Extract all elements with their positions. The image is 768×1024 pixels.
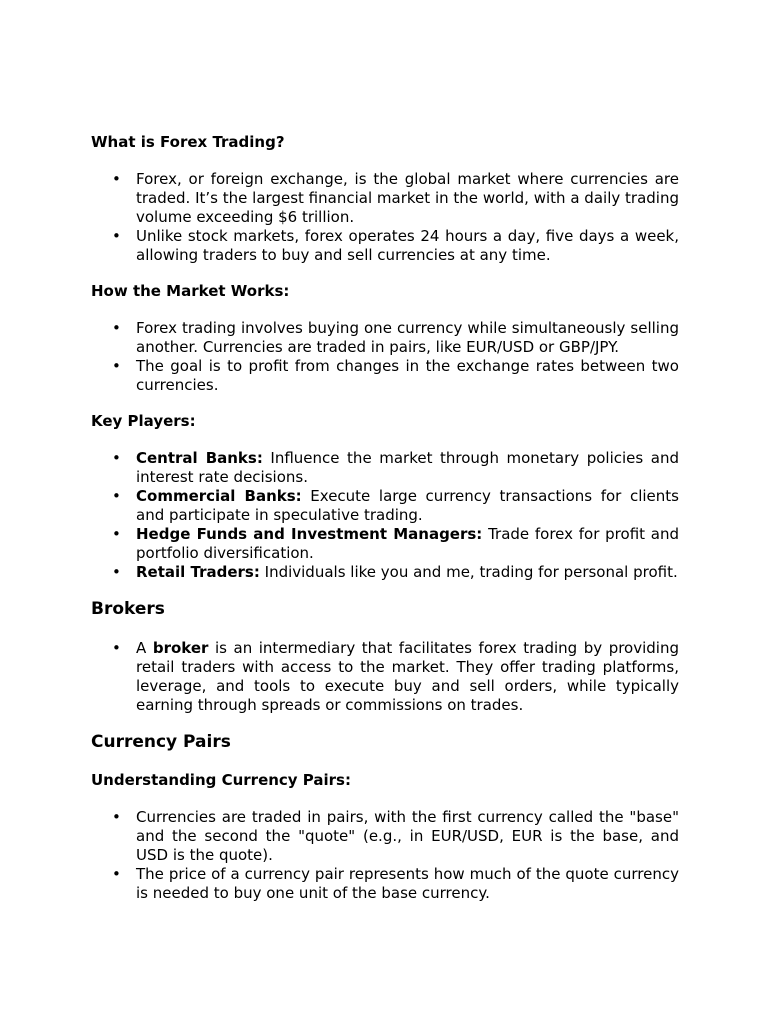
list-item-text: The goal is to profit from changes in the exchange rates between two currencies. — [136, 357, 679, 394]
bullet-icon: • — [112, 227, 121, 245]
bullet-icon: • — [112, 865, 121, 883]
section-what-is-forex — [91, 133, 679, 265]
list-item-prefix: A — [136, 639, 153, 657]
list-item-text: Currencies are traded in pairs, with the first currency called the "base" and the second the "quote" (e.g., in EUR/USD, EUR is the base, and USD is the quote). — [136, 808, 679, 864]
term-broker: broker — [152, 639, 209, 657]
list-item-text: Unlike stock markets, forex operates 24 hours a day, five days a week, allowing traders to buy and sell currencies at any time. — [136, 227, 679, 264]
heading-key-players: Key Players: — [91, 412, 196, 430]
list-item — [91, 639, 679, 715]
bullet-icon: • — [112, 319, 121, 337]
pairs-bullet-list — [91, 808, 679, 903]
list-item — [91, 319, 679, 357]
list-item — [91, 525, 679, 563]
list-item — [91, 865, 679, 903]
list-item — [91, 227, 679, 265]
term-retail-traders: Retail Traders: — [136, 563, 260, 581]
heading-how-market-works: How the Market Works: — [91, 282, 290, 300]
subheading-understanding-pairs: Understanding Currency Pairs: — [91, 771, 351, 789]
term-commercial-banks: Commercial Banks: — [136, 487, 302, 505]
term-hedge-funds: Hedge Funds and Investment Managers: — [136, 525, 483, 543]
heading-brokers: Brokers — [91, 599, 165, 619]
bullet-icon: • — [112, 525, 121, 543]
list-item — [91, 449, 679, 487]
forex-bullet-list — [91, 170, 679, 265]
bullet-icon: • — [112, 449, 121, 467]
heading-currency-pairs: Currency Pairs — [91, 732, 231, 752]
list-item-text: Influence the market through monetary policies and interest rate decisions. — [136, 449, 679, 486]
section-currency-pairs — [91, 732, 679, 903]
bullet-icon: • — [112, 563, 121, 581]
list-item — [91, 170, 679, 227]
bullet-icon: • — [112, 170, 121, 188]
list-item — [91, 808, 679, 865]
section-key-players — [91, 412, 679, 582]
list-item — [91, 563, 679, 582]
market-bullet-list — [91, 319, 679, 395]
bullet-icon: • — [112, 357, 121, 375]
list-item-text: Forex trading involves buying one currency while simultaneously selling another. Currencies are traded in pairs, like EUR/USD or GBP/JPY. — [136, 319, 679, 356]
list-item — [91, 357, 679, 395]
bullet-icon: • — [112, 639, 121, 657]
list-item-text: Forex, or foreign exchange, is the global market where currencies are traded. It’s the largest financial market in the world, with a daily trading volume exceeding $6 trillion. — [136, 170, 679, 226]
list-item-text: is an intermediary that facilitates forex trading by providing retail traders with access to the market. They offer trading platforms, leverage, and tools to execute buy and sell orders, while typically earning through spreads or commissions on trades. — [136, 639, 680, 714]
players-bullet-list — [91, 449, 679, 582]
term-central-banks: Central Banks: — [136, 449, 263, 467]
bullet-icon: • — [112, 487, 121, 505]
bullet-icon: • — [112, 808, 121, 826]
section-brokers — [91, 599, 679, 715]
brokers-bullet-list — [91, 639, 679, 715]
list-item-text: Trade forex for profit and portfolio diversification. — [136, 525, 679, 562]
heading-what-is-forex: What is Forex Trading? — [91, 133, 285, 151]
list-item-text: Individuals like you and me, trading for personal profit. — [259, 563, 678, 581]
list-item-text: The price of a currency pair represents how much of the quote currency is needed to buy one unit of the base currency. — [136, 865, 679, 902]
list-item-text: Execute large currency transactions for clients and participate in speculative trading. — [136, 487, 679, 524]
list-item — [91, 487, 679, 525]
section-how-market-works — [91, 282, 679, 395]
